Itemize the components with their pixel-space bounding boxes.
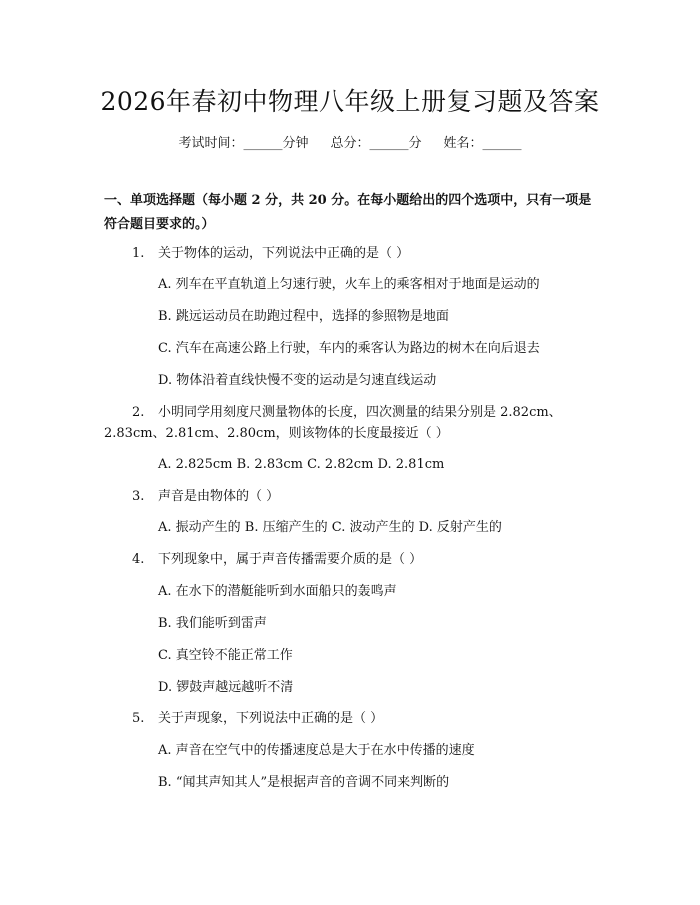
option-3-all: A. 振动产生的 B. 压缩产生的 C. 波动产生的 D. 反射产生的: [158, 520, 502, 535]
option-5b: B. “闻其声知其人”是根据声音的音调不同来判断的: [158, 775, 450, 790]
option-4d: D. 锣鼓声越远越听不清: [158, 680, 294, 695]
exam-time-field: 考试时间：______分钟: [178, 136, 309, 151]
option-4b: B. 我们能听到雷声: [158, 616, 267, 631]
question-number: 1.: [132, 246, 145, 261]
question-number: 3.: [132, 489, 145, 504]
total-score-field: 总分：______分: [330, 136, 422, 151]
question-stem: 小明同学用刻度尺测量物体的长度，四次测量的结果分别是 2.82cm、: [158, 405, 562, 420]
question-2-continued: 2.83cm、2.81cm、2.80cm，则该物体的长度最接近（ ）: [104, 426, 449, 441]
question-3: [132, 489, 279, 505]
question-stem: 关于物体的运动，下列说法中正确的是（ ）: [158, 246, 410, 261]
option-1d: D. 物体沿着直线快慢不变的运动是匀速直线运动: [158, 373, 437, 388]
option-4c: C. 真空铃不能正常工作: [158, 648, 293, 663]
question-5: [132, 711, 383, 727]
question-number: 2.: [132, 405, 145, 420]
student-name-field: 姓名：______: [443, 136, 522, 151]
question-4: [132, 552, 422, 568]
question-1: [132, 246, 409, 262]
question-stem: 下列现象中，属于声音传播需要介质的是（ ）: [158, 552, 423, 567]
option-5a: A. 声音在空气中的传播速度总是大于在水中传播的速度: [158, 743, 475, 758]
question-number: 4.: [132, 552, 145, 567]
page-title: 2026年春初中物理八年级上册复习题及答案: [100, 87, 600, 116]
option-2-all: A. 2.825cm B. 2.83cm C. 2.82cm D. 2.81cm: [158, 457, 445, 472]
question-2: [132, 405, 562, 421]
question-stem: 声音是由物体的（ ）: [158, 489, 280, 504]
option-1c: C. 汽车在高速公路上行驶，车内的乘客认为路边的树木在向后退去: [158, 341, 540, 356]
exam-info-line: [0, 132, 700, 151]
option-1b: B. 跳远运动员在助跑过程中，选择的参照物是地面: [158, 309, 449, 324]
question-number: 5.: [132, 711, 145, 726]
option-4a: A. 在水下的潜艇能听到水面船只的轰鸣声: [158, 584, 397, 599]
question-stem: 关于声现象，下列说法中正确的是（ ）: [158, 711, 384, 726]
option-1a: A. 列车在平直轨道上匀速行驶，火车上的乘客相对于地面是运动的: [158, 277, 540, 292]
section-heading: 一、单项选择题（每小题 2 分，共 20 分。在每小题给出的四个选项中，只有一项是符合题目要求的。）: [104, 193, 592, 232]
